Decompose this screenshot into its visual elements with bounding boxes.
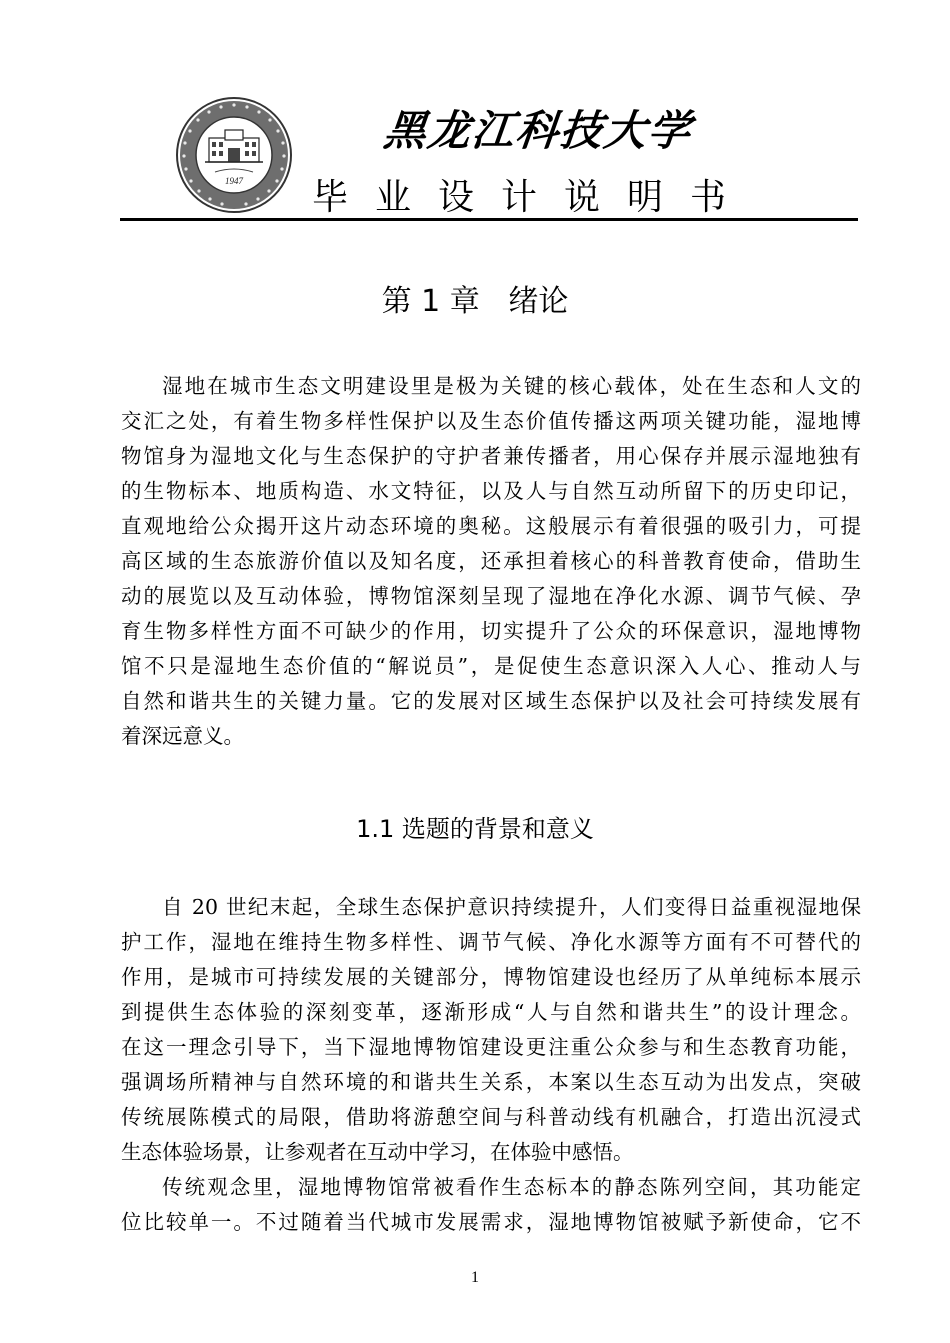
- header-divider: [120, 218, 858, 221]
- text-line: 动的展览以及互动体验，博物馆深刻呈现了湿地在净化水源、调节气候、孕: [121, 584, 861, 608]
- text-line: 自然和谐共生的关键力量。它的发展对区域生态保护以及社会可持续发展有: [121, 689, 861, 713]
- text-line: 物馆身为湿地文化与生态保护的守护者兼传播者，用心保存并展示湿地独有: [121, 444, 861, 468]
- text-line: 着深远意义。: [121, 724, 244, 748]
- text-line: 湿地在城市生态文明建设里是极为关键的核心载体，处在生态和人文的: [162, 374, 861, 398]
- text-line: 馆不只是湿地生态价值的“解说员”，是促使生态意识深入人心、推动人与: [121, 654, 861, 678]
- text-line: 传统展陈模式的局限，借助将游憩空间与科普动线有机融合，打造出沉浸式: [121, 1105, 861, 1129]
- text-line: 生态体验场景，让参观者在互动中学习，在体验中感悟。: [121, 1140, 634, 1164]
- seal-year-text: [175, 96, 293, 214]
- text-line: 作用，是城市可持续发展的关键部分，博物馆建设也经历了从单纯标本展示: [121, 965, 861, 989]
- university-name: 黑龙江科技大学: [381, 106, 695, 155]
- svg-text:1947: 1947: [225, 176, 243, 186]
- text-line: 自 20 世纪末起，全球生态保护意识持续提升，人们变得日益重视湿地保: [162, 895, 861, 919]
- text-line: 直观地给公众揭开这片动态环境的奥秘。这般展示有着很强的吸引力，可提: [121, 514, 861, 538]
- text-line: 交汇之处，有着生物多样性保护以及生态价值传播这两项关键功能，湿地博: [121, 409, 861, 433]
- document-header: [0, 0, 950, 230]
- page-number: 1: [471, 1269, 479, 1286]
- chapter-title: 第 1 章 绪论: [381, 284, 569, 319]
- text-line: 高区域的生态旅游价值以及知名度，还承担着核心的科普教育使命，借助生: [121, 549, 861, 573]
- text-line: 位比较单一。不过随着当代城市发展需求，湿地博物馆被赋予新使命，它不: [121, 1210, 861, 1234]
- text-line: 在这一理念引导下，当下湿地博物馆建设更注重公众参与和生态教育功能，: [121, 1035, 861, 1059]
- text-line: 育生物多样性方面不可缺少的作用，切实提升了公众的环保意识，湿地博物: [121, 619, 861, 643]
- text-line: 传统观念里，湿地博物馆常被看作生态标本的静态陈列空间，其功能定: [162, 1175, 861, 1199]
- section-title: 1.1 选题的背景和意义: [356, 815, 594, 843]
- document-title: 毕业设计说明书: [312, 177, 754, 218]
- text-line: 的生物标本、地质构造、水文特征，以及人与自然互动所留下的历史印记，: [121, 479, 861, 503]
- text-line: 强调场所精神与自然环境的和谐共生关系，本案以生态互动为出发点，突破: [121, 1070, 861, 1094]
- text-line: 护工作，湿地在维持生物多样性、调节气候、净化水源等方面有不可替代的: [121, 930, 861, 954]
- text-line: 到提供生态体验的深刻变革，逐渐形成“人与自然和谐共生”的设计理念。: [121, 1000, 861, 1024]
